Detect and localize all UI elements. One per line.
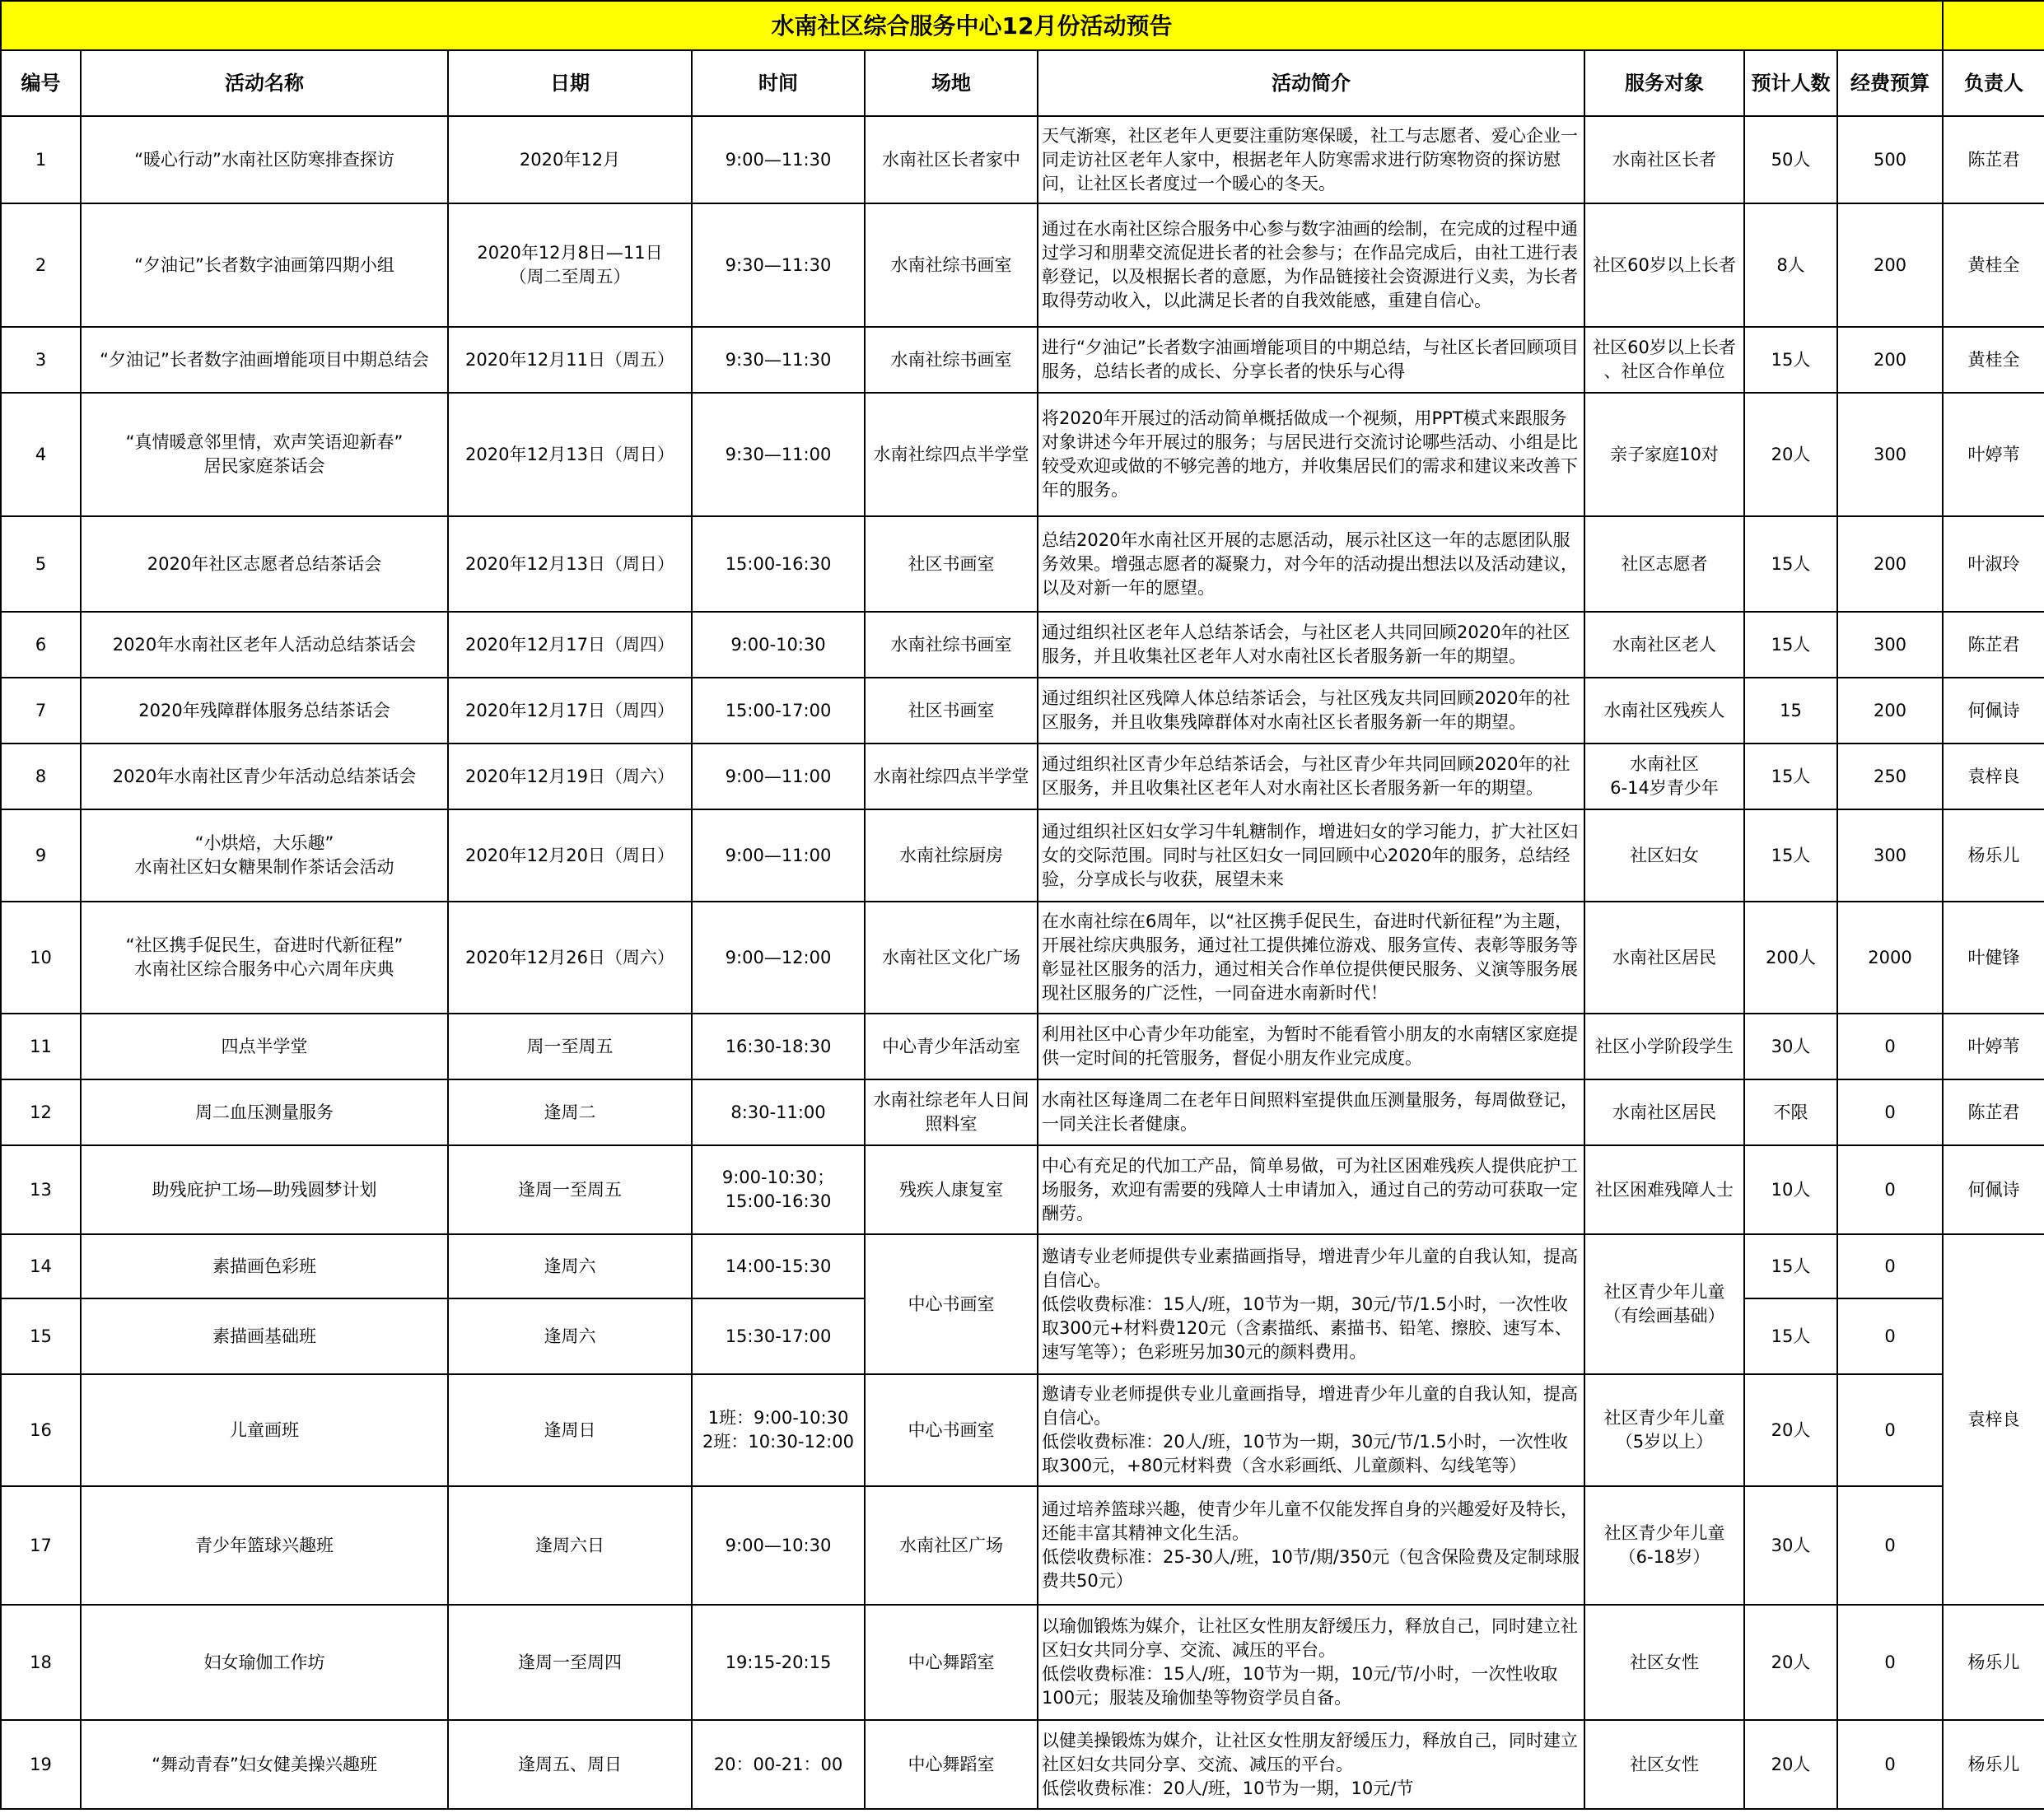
cell-date: 2020年12月17日（周四） bbox=[448, 612, 692, 678]
cell-time: 15:30-17:00 bbox=[692, 1298, 865, 1374]
cell-owner: 袁梓良 bbox=[1943, 1234, 2044, 1605]
cell-venue: 中心舞蹈室 bbox=[865, 1605, 1038, 1720]
cell-date: 2020年12月20日（周日） bbox=[448, 809, 692, 902]
cell-time: 19:15-20:15 bbox=[692, 1605, 865, 1720]
cell-date: 周一至周五 bbox=[448, 1014, 692, 1079]
cell-count: 200人 bbox=[1744, 902, 1837, 1014]
cell-target: 水南社区残疾人 bbox=[1584, 678, 1744, 744]
cell-date: 逢周五、周日 bbox=[448, 1720, 692, 1809]
cell-target: 亲子家庭10对 bbox=[1584, 393, 1744, 516]
cell-budget: 300 bbox=[1837, 809, 1943, 902]
title-extra-cell bbox=[1943, 1, 2044, 50]
header-owner: 负责人 bbox=[1943, 50, 2044, 116]
cell-venue: 水南社区长者家中 bbox=[865, 116, 1038, 203]
cell-time: 8:30-11:00 bbox=[692, 1079, 865, 1145]
cell-intro: 将2020年开展过的活动简单概括做成一个视频，用PPT模式来跟服务对象讲述今年开展过的服务；与居民进行交流讨论哪些活动、小组是比较受欢迎或做的不够完善的地方，并收集居民们的需求和建议来改善下年的服务。 bbox=[1038, 393, 1584, 516]
table-row bbox=[1, 1014, 2044, 1079]
cell-name: 2020年水南社区老年人活动总结茶话会 bbox=[81, 612, 448, 678]
table-row bbox=[1, 1374, 2044, 1486]
cell-date: 2020年12月26日（周六） bbox=[448, 902, 692, 1014]
page-title: 水南社区综合服务中心12月份活动预告 bbox=[1, 1, 1943, 50]
cell-owner: 黄桂全 bbox=[1943, 203, 2044, 327]
cell-budget: 200 bbox=[1837, 678, 1943, 744]
header-date: 日期 bbox=[448, 50, 692, 116]
header-row bbox=[1, 50, 2044, 116]
cell-time: 9:00-10:30 bbox=[692, 612, 865, 678]
table-row bbox=[1, 393, 2044, 516]
cell-name: “小烘焙，大乐趣” 水南社区妇女糖果制作茶话会活动 bbox=[81, 809, 448, 902]
table-row bbox=[1, 1720, 2044, 1809]
cell-no: 18 bbox=[1, 1605, 81, 1720]
cell-name: “社区携手促民生，奋进时代新征程” 水南社区综合服务中心六周年庆典 bbox=[81, 902, 448, 1014]
cell-no: 13 bbox=[1, 1145, 81, 1234]
cell-date: 2020年12月19日（周六） bbox=[448, 744, 692, 809]
cell-name: 助残庇护工场—助残圆梦计划 bbox=[81, 1145, 448, 1234]
cell-owner: 杨乐儿 bbox=[1943, 1720, 2044, 1809]
cell-time: 1班：9:00-10:30 2班：10:30-12:00 bbox=[692, 1374, 865, 1486]
cell-time: 9:30—11:00 bbox=[692, 393, 865, 516]
cell-budget: 300 bbox=[1837, 612, 1943, 678]
cell-no: 6 bbox=[1, 612, 81, 678]
cell-name: 儿童画班 bbox=[81, 1374, 448, 1486]
cell-venue: 中心青少年活动室 bbox=[865, 1014, 1038, 1079]
cell-venue: 水南社综书画室 bbox=[865, 203, 1038, 327]
cell-target: 社区女性 bbox=[1584, 1720, 1744, 1809]
cell-name: 妇女瑜伽工作坊 bbox=[81, 1605, 448, 1720]
cell-count: 15人 bbox=[1744, 1234, 1837, 1298]
cell-time: 9:00—12:00 bbox=[692, 902, 865, 1014]
cell-venue: 水南社综四点半学堂 bbox=[865, 744, 1038, 809]
cell-budget: 200 bbox=[1837, 327, 1943, 393]
cell-no: 1 bbox=[1, 116, 81, 203]
cell-name: 青少年篮球兴趣班 bbox=[81, 1486, 448, 1605]
cell-count: 20人 bbox=[1744, 1374, 1837, 1486]
cell-count: 15人 bbox=[1744, 516, 1837, 612]
cell-target: 水南社区 6-14岁青少年 bbox=[1584, 744, 1744, 809]
cell-venue: 水南社综书画室 bbox=[865, 327, 1038, 393]
cell-intro: 利用社区中心青少年功能室，为暂时不能看管小朋友的水南辖区家庭提供一定时间的托管服务，督促小朋友作业完成度。 bbox=[1038, 1014, 1584, 1079]
cell-owner: 陈芷君 bbox=[1943, 116, 2044, 203]
cell-name: “夕油记”长者数字油画增能项目中期总结会 bbox=[81, 327, 448, 393]
cell-no: 9 bbox=[1, 809, 81, 902]
cell-intro: 在水南社综在6周年，以“社区携手促民生，奋进时代新征程”为主题，开展社综庆典服务，通过社工提供摊位游戏、服务宣传、表彰等服务等彰显社区服务的活力，通过相关合作单位提供便民服务、义演等服务展现社区服务的广泛性，一同奋进水南新时代！ bbox=[1038, 902, 1584, 1014]
cell-venue: 水南社区文化广场 bbox=[865, 902, 1038, 1014]
table-row bbox=[1, 1079, 2044, 1145]
cell-no: 19 bbox=[1, 1720, 81, 1809]
cell-date: 逢周日 bbox=[448, 1374, 692, 1486]
table-row bbox=[1, 902, 2044, 1014]
cell-no: 14 bbox=[1, 1234, 81, 1298]
cell-name: 素描画色彩班 bbox=[81, 1234, 448, 1298]
cell-count: 20人 bbox=[1744, 1605, 1837, 1720]
cell-budget: 0 bbox=[1837, 1298, 1943, 1374]
header-target: 服务对象 bbox=[1584, 50, 1744, 116]
cell-no: 11 bbox=[1, 1014, 81, 1079]
table-row bbox=[1, 203, 2044, 327]
cell-owner: 叶婷苇 bbox=[1943, 1014, 2044, 1079]
cell-owner: 何佩诗 bbox=[1943, 678, 2044, 744]
cell-owner: 杨乐儿 bbox=[1943, 809, 2044, 902]
cell-intro: 以瑜伽锻炼为媒介，让社区女性朋友舒缓压力，释放自己，同时建立社区妇女共同分享、交流、减压的平台。 低偿收费标准：15人/班，10节为一期，10元/节/小时，一次性收取100元；服装及瑜伽垫等物资学员自备。 bbox=[1038, 1605, 1584, 1720]
cell-target: 社区60岁以上长者 、社区合作单位 bbox=[1584, 327, 1744, 393]
cell-intro: 天气渐寒，社区老年人更要注重防寒保暖，社工与志愿者、爱心企业一同走访社区老年人家中，根据老年人防寒需求进行防寒物资的探访慰问，让社区长者度过一个暖心的冬天。 bbox=[1038, 116, 1584, 203]
cell-time: 15:00-17:00 bbox=[692, 678, 865, 744]
cell-date: 2020年12月8日—11日 （周二至周五） bbox=[448, 203, 692, 327]
cell-date: 逢周一至周五 bbox=[448, 1145, 692, 1234]
cell-venue: 残疾人康复室 bbox=[865, 1145, 1038, 1234]
cell-count: 30人 bbox=[1744, 1486, 1837, 1605]
cell-target: 社区困难残障人士 bbox=[1584, 1145, 1744, 1234]
cell-time: 9:00—11:00 bbox=[692, 744, 865, 809]
cell-count: 30人 bbox=[1744, 1014, 1837, 1079]
table-row bbox=[1, 116, 2044, 203]
header-count: 预计人数 bbox=[1744, 50, 1837, 116]
cell-venue: 水南社区广场 bbox=[865, 1486, 1038, 1605]
cell-date: 逢周六 bbox=[448, 1234, 692, 1298]
cell-intro: 通过组织社区妇女学习牛轧糖制作，增进妇女的学习能力，扩大社区妇女的交际范围。同时与社区妇女一同回顾中心2020年的服务，总结经验，分享成长与收获，展望未来 bbox=[1038, 809, 1584, 902]
cell-intro: 进行“夕油记”长者数字油画增能项目的中期总结，与社区长者回顾项目服务，总结长者的成长、分享长者的快乐与心得 bbox=[1038, 327, 1584, 393]
cell-budget: 0 bbox=[1837, 1234, 1943, 1298]
cell-intro: 邀请专业老师提供专业素描画指导，增进青少年儿童的自我认知，提高自信心。 低偿收费标准：15人/班，10节为一期，30元/节/1.5小时，一次性收取300元+材料费120元（含素描纸、素描书、铅笔、擦胶、速写本、速写笔等）；色彩班另加30元的颜料费用。 bbox=[1038, 1234, 1584, 1374]
cell-venue: 水南社综书画室 bbox=[865, 612, 1038, 678]
cell-name: 周二血压测量服务 bbox=[81, 1079, 448, 1145]
cell-target: 社区志愿者 bbox=[1584, 516, 1744, 612]
cell-venue: 水南社综四点半学堂 bbox=[865, 393, 1038, 516]
cell-date: 逢周一至周四 bbox=[448, 1605, 692, 1720]
cell-budget: 250 bbox=[1837, 744, 1943, 809]
header-no: 编号 bbox=[1, 50, 81, 116]
cell-intro: 通过组织社区青少年总结茶话会，与社区青少年共同回顾2020年的社区服务，并且收集社区老年人对水南社区长者服务新一年的期望。 bbox=[1038, 744, 1584, 809]
cell-budget: 300 bbox=[1837, 393, 1943, 516]
table-row bbox=[1, 744, 2044, 809]
cell-time: 20：00-21：00 bbox=[692, 1720, 865, 1809]
cell-no: 15 bbox=[1, 1298, 81, 1374]
cell-no: 16 bbox=[1, 1374, 81, 1486]
table-row bbox=[1, 1486, 2044, 1605]
cell-budget: 0 bbox=[1837, 1720, 1943, 1809]
cell-no: 3 bbox=[1, 327, 81, 393]
cell-count: 10人 bbox=[1744, 1145, 1837, 1234]
cell-budget: 0 bbox=[1837, 1605, 1943, 1720]
cell-budget: 0 bbox=[1837, 1145, 1943, 1234]
cell-name: 2020年水南社区青少年活动总结茶话会 bbox=[81, 744, 448, 809]
cell-no: 7 bbox=[1, 678, 81, 744]
cell-no: 2 bbox=[1, 203, 81, 327]
header-venue: 场地 bbox=[865, 50, 1038, 116]
cell-venue: 水南社综厨房 bbox=[865, 809, 1038, 902]
cell-count: 15人 bbox=[1744, 1298, 1837, 1374]
cell-time: 14:00-15:30 bbox=[692, 1234, 865, 1298]
cell-count: 15 bbox=[1744, 678, 1837, 744]
cell-count: 15人 bbox=[1744, 612, 1837, 678]
cell-target: 社区60岁以上长者 bbox=[1584, 203, 1744, 327]
cell-venue: 社区书画室 bbox=[865, 678, 1038, 744]
cell-owner: 杨乐儿 bbox=[1943, 1605, 2044, 1720]
cell-date: 2020年12月17日（周四） bbox=[448, 678, 692, 744]
cell-target: 社区青少年儿童 （5岁以上） bbox=[1584, 1374, 1744, 1486]
table-row bbox=[1, 1605, 2044, 1720]
cell-time: 9:30—11:30 bbox=[692, 327, 865, 393]
cell-owner: 黄桂全 bbox=[1943, 327, 2044, 393]
cell-budget: 0 bbox=[1837, 1486, 1943, 1605]
cell-target: 社区青少年儿童 （6-18岁） bbox=[1584, 1486, 1744, 1605]
cell-name: 2020年残障群体服务总结茶话会 bbox=[81, 678, 448, 744]
cell-target: 社区女性 bbox=[1584, 1605, 1744, 1720]
cell-intro: 通过培养篮球兴趣，使青少年儿童不仅能发挥自身的兴趣爱好及特长，还能丰富其精神文化生活。 低偿收费标准：25-30人/班，10节/期/350元（包含保险费及定制球服费共50元） bbox=[1038, 1486, 1584, 1605]
cell-date: 逢周二 bbox=[448, 1079, 692, 1145]
cell-date: 2020年12月13日（周日） bbox=[448, 393, 692, 516]
cell-owner: 何佩诗 bbox=[1943, 1145, 2044, 1234]
cell-intro: 总结2020年水南社区开展的志愿活动，展示社区这一年的志愿团队服务效果。增强志愿者的凝聚力，对今年的活动提出想法以及活动建议，以及对新一年的愿望。 bbox=[1038, 516, 1584, 612]
cell-time: 15:00-16:30 bbox=[692, 516, 865, 612]
cell-target: 水南社区长者 bbox=[1584, 116, 1744, 203]
cell-count: 15人 bbox=[1744, 327, 1837, 393]
cell-budget: 0 bbox=[1837, 1014, 1943, 1079]
header-time: 时间 bbox=[692, 50, 865, 116]
table-row bbox=[1, 1145, 2044, 1234]
cell-target: 社区妇女 bbox=[1584, 809, 1744, 902]
cell-owner: 陈芷君 bbox=[1943, 1079, 2044, 1145]
table-row bbox=[1, 612, 2044, 678]
cell-time: 9:00-10:30； 15:00-16:30 bbox=[692, 1145, 865, 1234]
cell-venue: 中心书画室 bbox=[865, 1374, 1038, 1486]
cell-venue: 水南社综老年人日间 照料室 bbox=[865, 1079, 1038, 1145]
cell-target: 水南社区居民 bbox=[1584, 902, 1744, 1014]
cell-budget: 500 bbox=[1837, 116, 1943, 203]
cell-name: 四点半学堂 bbox=[81, 1014, 448, 1079]
cell-no: 4 bbox=[1, 393, 81, 516]
cell-time: 9:30—11:30 bbox=[692, 203, 865, 327]
header-budget: 经费预算 bbox=[1837, 50, 1943, 116]
cell-name: “暖心行动”水南社区防寒排查探访 bbox=[81, 116, 448, 203]
cell-intro: 通过组织社区老年人总结茶话会，与社区老人共同回顾2020年的社区服务，并且收集社区老年人对水南社区长者服务新一年的期望。 bbox=[1038, 612, 1584, 678]
cell-no: 8 bbox=[1, 744, 81, 809]
cell-no: 17 bbox=[1, 1486, 81, 1605]
table-row bbox=[1, 678, 2044, 744]
cell-count: 不限 bbox=[1744, 1079, 1837, 1145]
cell-venue: 社区书画室 bbox=[865, 516, 1038, 612]
cell-budget: 200 bbox=[1837, 203, 1943, 327]
cell-time: 16:30-18:30 bbox=[692, 1014, 865, 1079]
cell-intro: 以健美操锻炼为媒介，让社区女性朋友舒缓压力，释放自己，同时建立社区妇女共同分享、交流、减压的平台。 低偿收费标准：20人/班，10节为一期，10元/节 bbox=[1038, 1720, 1584, 1809]
cell-budget: 0 bbox=[1837, 1079, 1943, 1145]
header-name: 活动名称 bbox=[81, 50, 448, 116]
title-row bbox=[1, 1, 2044, 50]
cell-count: 20人 bbox=[1744, 393, 1837, 516]
cell-venue: 中心舞蹈室 bbox=[865, 1720, 1038, 1809]
cell-time: 9:00—11:30 bbox=[692, 116, 865, 203]
cell-name: 2020年社区志愿者总结茶话会 bbox=[81, 516, 448, 612]
cell-owner: 叶健锋 bbox=[1943, 902, 2044, 1014]
cell-name: 素描画基础班 bbox=[81, 1298, 448, 1374]
cell-budget: 200 bbox=[1837, 516, 1943, 612]
table-row bbox=[1, 1234, 2044, 1298]
header-intro: 活动简介 bbox=[1038, 50, 1584, 116]
cell-owner: 叶婷苇 bbox=[1943, 393, 2044, 516]
cell-owner: 袁梓良 bbox=[1943, 744, 2044, 809]
cell-date: 逢周六日 bbox=[448, 1486, 692, 1605]
cell-intro: 中心有充足的代加工产品，简单易做，可为社区困难残疾人提供庇护工场服务，欢迎有需要的残障人士申请加入，通过自己的劳动可获取一定酬劳。 bbox=[1038, 1145, 1584, 1234]
cell-name: “舞动青春”妇女健美操兴趣班 bbox=[81, 1720, 448, 1809]
cell-intro: 水南社区每逢周二在老年日间照料室提供血压测量服务，每周做登记，一同关注长者健康。 bbox=[1038, 1079, 1584, 1145]
cell-time: 9:00—11:00 bbox=[692, 809, 865, 902]
cell-name: “夕油记”长者数字油画第四期小组 bbox=[81, 203, 448, 327]
cell-owner: 陈芷君 bbox=[1943, 612, 2044, 678]
cell-date: 2020年12月13日（周日） bbox=[448, 516, 692, 612]
cell-count: 20人 bbox=[1744, 1720, 1837, 1809]
cell-target: 社区青少年儿童 （有绘画基础） bbox=[1584, 1234, 1744, 1374]
cell-no: 10 bbox=[1, 902, 81, 1014]
cell-owner: 叶淑玲 bbox=[1943, 516, 2044, 612]
cell-count: 8人 bbox=[1744, 203, 1837, 327]
cell-no: 12 bbox=[1, 1079, 81, 1145]
cell-count: 15人 bbox=[1744, 744, 1837, 809]
cell-count: 15人 bbox=[1744, 809, 1837, 902]
cell-intro: 邀请专业老师提供专业儿童画指导，增进青少年儿童的自我认知，提高自信心。 低偿收费标准：20人/班，10节为一期，30元/节/1.5小时，一次性收取300元，+80元材料费（含水彩画纸、儿童颜料、勾线笔等） bbox=[1038, 1374, 1584, 1486]
cell-budget: 0 bbox=[1837, 1374, 1943, 1486]
cell-target: 水南社区老人 bbox=[1584, 612, 1744, 678]
cell-date: 2020年12月 bbox=[448, 116, 692, 203]
cell-name: “真情暖意邻里情，欢声笑语迎新春” 居民家庭茶话会 bbox=[81, 393, 448, 516]
table-row bbox=[1, 809, 2044, 902]
cell-date: 2020年12月11日（周五） bbox=[448, 327, 692, 393]
cell-target: 社区小学阶段学生 bbox=[1584, 1014, 1744, 1079]
table-row bbox=[1, 516, 2044, 612]
cell-intro: 通过在水南社区综合服务中心参与数字油画的绘制，在完成的过程中通过学习和朋辈交流促进长者的社会参与；在作品完成后，由社工进行表彰登记，以及根据长者的意愿，为作品链接社会资源进行义卖，为长者取得劳动收入，以此满足长者的自我效能感，重建自信心。 bbox=[1038, 203, 1584, 327]
cell-budget: 2000 bbox=[1837, 902, 1943, 1014]
table-row bbox=[1, 327, 2044, 393]
cell-date: 逢周六 bbox=[448, 1298, 692, 1374]
cell-time: 9:00—10:30 bbox=[692, 1486, 865, 1605]
cell-intro: 通过组织社区残障人体总结茶话会，与社区残友共同回顾2020年的社区服务，并且收集残障群体对水南社区长者服务新一年的期望。 bbox=[1038, 678, 1584, 744]
cell-no: 5 bbox=[1, 516, 81, 612]
cell-count: 50人 bbox=[1744, 116, 1837, 203]
cell-venue: 中心书画室 bbox=[865, 1234, 1038, 1374]
cell-target: 水南社区居民 bbox=[1584, 1079, 1744, 1145]
